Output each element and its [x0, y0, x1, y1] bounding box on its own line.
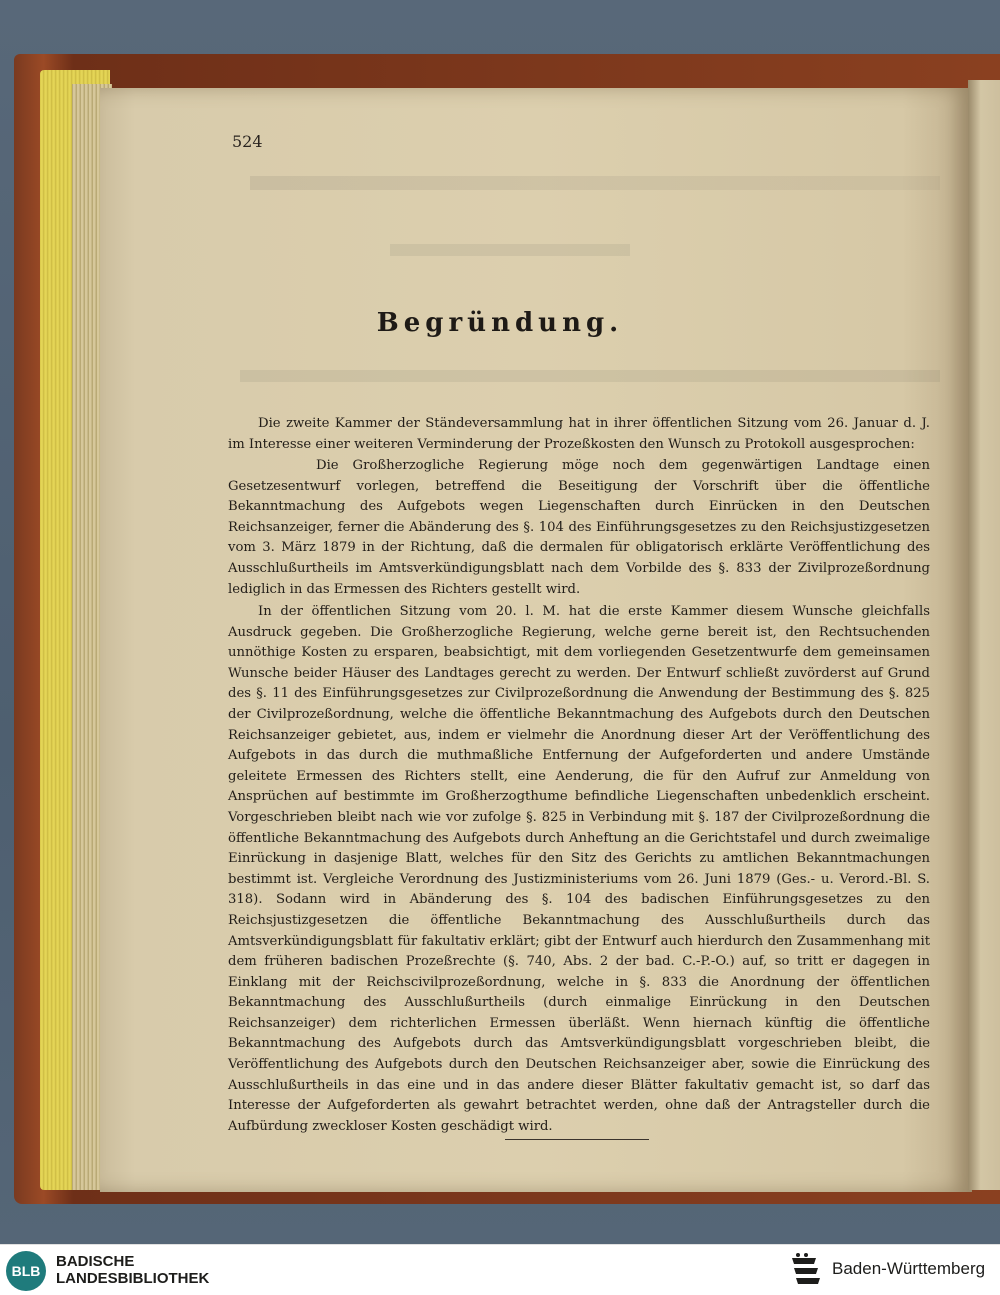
blb-logo[interactable]: BLB	[6, 1251, 46, 1291]
show-through-line	[240, 370, 940, 382]
show-through-line	[390, 244, 630, 256]
page-number: 524	[232, 132, 263, 151]
end-rule	[505, 1139, 649, 1140]
facing-page-edge	[968, 80, 1000, 1190]
library-name-line1: BADISCHE	[56, 1253, 135, 1270]
library-name-line2: LANDESBIBLIOTHEK	[56, 1270, 210, 1287]
footer-bar	[0, 1244, 1000, 1295]
paragraph-quoted-wish: Die Großherzogliche Regierung möge noch dem gegenwärtigen Landtage einen Gesetzesentwurf vorlegen, betreffend die Beseitigung der Vorschrift über die öffentliche Bekanntmachung des Aufgebots wegen Liegenschaften durch Einrücken in den Deutschen Reichsanzeiger, ferner die Abänderung des §. 104 des Einführungsgesetzes zu den Reichsjustizgesetzen vom 3. März 1879 in der Richtung, daß die dermalen für obligatorisch erklärte Veröffentlichung des Ausschlußurtheils im Amtsverkündigungsblatt nach dem Vorbilde des §. 833 der Zivilprozeßordnung lediglich in das Ermessen des Richters gestellt wird.	[228, 458, 930, 597]
paragraph-intro: Die zweite Kammer der Ständeversammlung hat in ihrer öffentlichen Sitzung vom 26. Januar d. J. im Interesse einer weiteren Verminderung der Prozeßkosten den Wunsch zu Protokoll ausgesprochen:	[228, 416, 930, 452]
show-through-line	[250, 176, 940, 190]
baden-wuerttemberg-crest-icon	[790, 1252, 822, 1290]
library-name[interactable]	[56, 1253, 209, 1287]
paragraph-main: In der öffentlichen Sitzung vom 20. l. M. hat die erste Kammer diesem Wunsche gleichfalls Ausdruck gegeben. Die Großherzogliche Regierung, welche gerne bereit ist, den Rechtsuchenden unnöthige Kosten zu ersparen, beabsichtigt, mit dem vorliegenden Gesetzentwurfe dem gemeinsamen Wunsche beider Häuser des Landtages gerecht zu werden. Der Entwurf schließt zuvörderst auf Grund des §. 11 des Einführungsgesetzes zur Civilprozeßordnung die Anwendung der Bestimmung des §. 825 der Civilprozeßordnung, welche die öffentliche Bekanntmachung des Aufgebots durch den Deutschen Reichsanzeiger gebietet, aus, indem er vielmehr die Anordnung dieser Art der Veröffentlichung des Aufgebots in das durch die muthmaßliche Entfernung der Aufgeforderten und andere Umstände geleitete Ermessen des Richters stellt, eine Aenderung, die für den Aufruf zur Anmeldung von Ansprüchen auf bestimmte im Großherzogthume befindliche Liegenschaften unbedenklich erscheint. Vorgeschrieben bleibt nach wie vor zufolge §. 825 in Verbindung mit §. 187 der Civilprozeßordnung die öffentliche Bekanntmachung des Aufgebots durch Anheftung an die Gerichtstafel und durch zweimalige Einrückung in dasjenige Blatt, welches für den Sitz des Gerichts zu amtlichen Bekanntmachungen bestimmt ist. Vergleiche Verordnung des Justizministeriums vom 26. Juni 1879 (Ges.- u. Verord.-Bl. S. 318). Sodann wird in Abänderung des §. 104 des badischen Einführungsgesetzes zu den Reichsjustizgesetzen die öffentliche Bekanntmachung des Ausschlußurtheils durch das Amtsverkündigungsblatt für fakultativ erklärt; gibt der Entwurf auch hierdurch den Zusammenhang mit dem früheren badischen Prozeßrechte (§. 740, Abs. 2 der bad. C.-P.-O.) auf, so tritt er dagegen in Einklang mit der Reichscivilprozeßordnung, welche in §. 833 die Anordnung der öffentlichen Bekanntmachung des Ausschlußurtheils (durch einmalige Einrückung in den Deutschen Reichsanzeiger) dem richterlichen Ermessen überläßt. Wenn hiernach künftig die öffentliche Bekanntmachung des Aufgebots durch das Amtsverkündigungsblatt vorgeschrieben bleibt, die Veröffentlichung des Aufgebots durch den Deutschen Reichsanzeiger aber, sowie die Einrückung des Ausschlußurtheils in das eine und in das andere dieser Blätter fakultativ gemacht ist, so darf das Interesse der Aufgeforderten als gewahrt betrachtet werden, ohne daß der Antragsteller durch die Aufbürdung zweckloser Kosten geschädigt wird.	[228, 604, 930, 1134]
page-title: Begründung.	[376, 308, 624, 338]
state-name[interactable]: Baden-Württemberg	[832, 1259, 986, 1278]
